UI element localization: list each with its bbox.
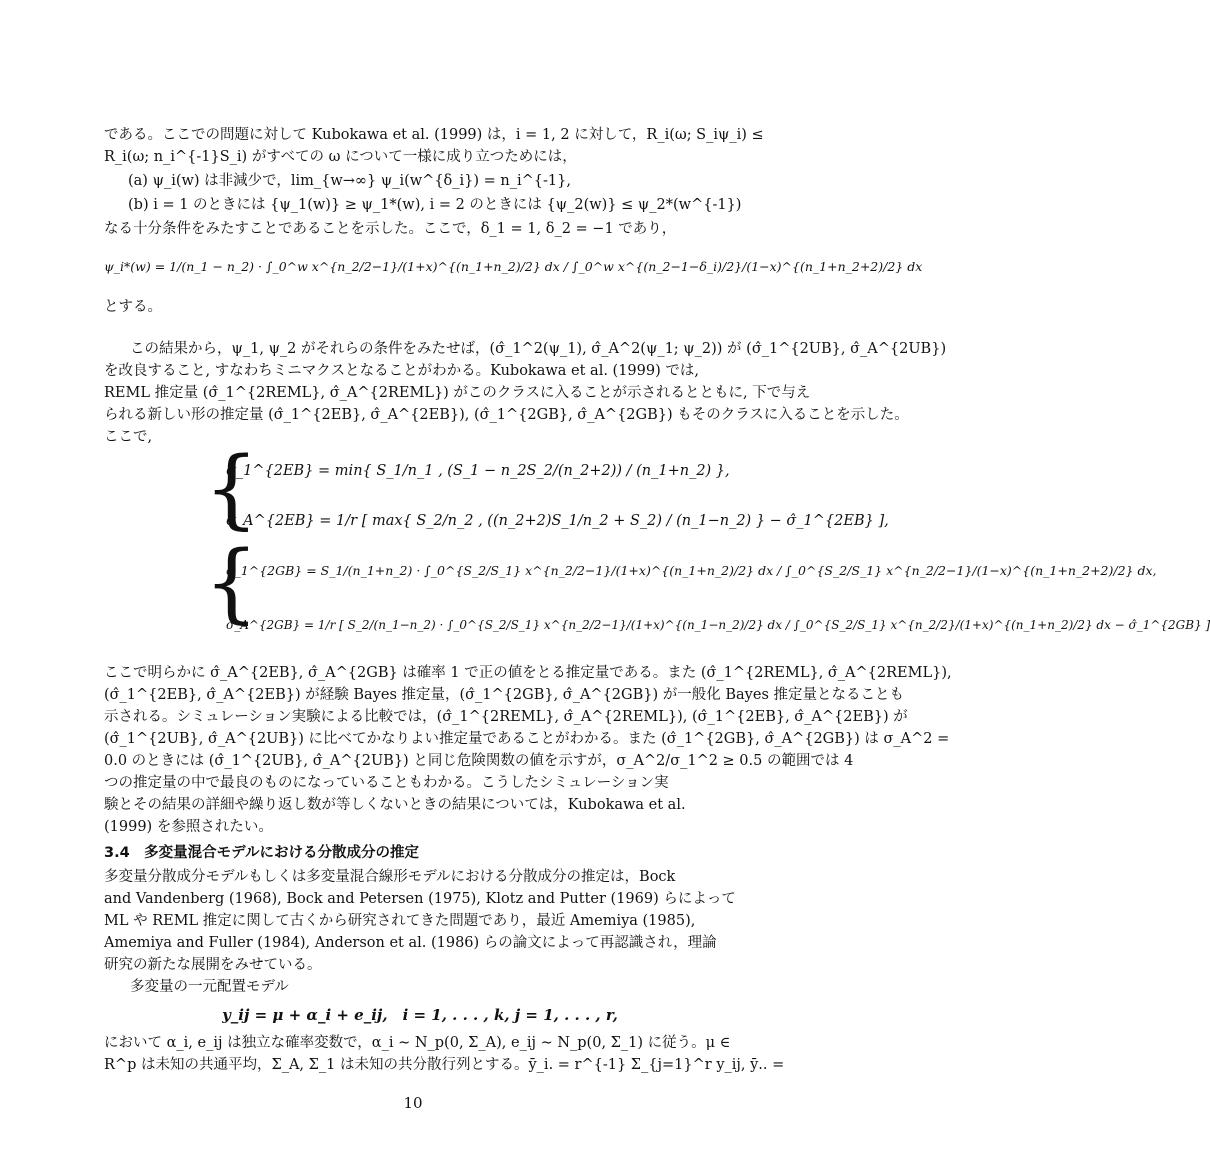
- equation-sigma1-eb: σ̂_1^{2EB} = min{ S_1/n_1 , (S_1 − n_2S_2/(n_2+2)) / (n_1+n_2) },: [226, 463, 730, 479]
- equation-sigma1-gb: σ̂_1^{2GB} = S_1/(n_1+n_2) · ∫_0^{S_2/S_1} x^{n_2/2−1}/(1+x)^{(n_1+n_2)/2} dx / ∫_0^{S_2/S_1} x^{n_2/2−1}/(1−x)^{(n_1+n_2+2)/2} dx,: [226, 563, 1157, 578]
- text-line: 験とその結果の詳細や繰り返し数が等しくないときの結果については，Kubokawa et al.: [104, 797, 686, 813]
- text-line: REML 推定量 (σ̂_1^{2REML}, σ̂_A^{2REML}) がこのクラスに入ることが示されるとともに, 下で与え: [104, 385, 811, 401]
- text-line: 多変量分散成分モデルもしくは多変量混合線形モデルにおける分散成分の推定は，Bock: [104, 869, 676, 885]
- text-line: Amemiya and Fuller (1984), Anderson et al. (1986) らの論文によって再認識され，理論: [104, 935, 717, 951]
- left-brace: {: [204, 439, 259, 539]
- equation-sigmaA-gb: σ̂_A^{2GB} = 1/r [ S_2/(n_1−n_2) · ∫_0^{S_2/S_1} x^{n_2/2−1}/(1+x)^{(n_1−n_2)/2} dx / ∫_0^{S_2/S_1} x^{n_2/2}/(1+x)^{(n_1+n_2)/2} dx − σ̂_1^{2GB} ]: [226, 618, 1210, 632]
- text-line: ML や REML 推定に関して古くから研究されてきた問題であり，最近 Amemiya (1985),: [104, 913, 696, 929]
- text-line: つの推定量の中で最良のものになっていることもわかる。こうしたシミュレーション実: [104, 775, 669, 791]
- text-line: 研究の新たな展開をみせている。: [104, 957, 322, 973]
- text-line: (σ̂_1^{2EB}, σ̂_A^{2EB}) が経験 Bayes 推定量，(σ̂_1^{2GB}, σ̂_A^{2GB}) が一般化 Bayes 推定量となることも: [104, 687, 904, 703]
- text-line: (σ̂_1^{2UB}, σ̂_A^{2UB}) に比べてかなりよい推定量であることがわかる。また (σ̂_1^{2GB}, σ̂_A^{2GB}) は σ_A^2 =: [104, 731, 950, 747]
- text-line: である。ここでの問題に対して Kubokawa et al. (1999) は，i = 1, 2 に対して，R_i(ω; S_iψ_i) ≤: [104, 127, 764, 143]
- text-line: and Vandenberg (1968), Bock and Petersen (1975), Klotz and Putter (1969) らによって: [104, 891, 736, 907]
- text-line: られる新しい形の推定量 (σ̂_1^{2EB}, σ̂_A^{2EB}), (σ̂_1^{2GB}, σ̂_A^{2GB}) もそのクラスに入ることを示した。: [104, 407, 909, 423]
- text-line: 0.0 のときには (σ̂_1^{2UB}, σ̂_A^{2UB}) と同じ危険関数の値を示すが，σ_A^2/σ_1^2 ≥ 0.5 の範囲では 4: [104, 753, 854, 769]
- text-line: 示される。シミュレーション実験による比較では，(σ̂_1^{2REML}, σ̂_A^{2REML}), (σ̂_1^{2EB}, σ̂_A^{2EB}) が: [104, 709, 908, 725]
- text-line: (1999) を参照されたい。: [104, 819, 273, 835]
- equation-model: y_ij = μ + α_i + e_ij, i = 1, . . . , k, j = 1, . . . , r,: [222, 1006, 618, 1024]
- condition-b: (b) i = 1 のときには {ψ_1(w)} ≥ ψ_1*(w), i = 2 のときには {ψ_2(w)} ≤ ψ_2*(w^{-1}): [128, 197, 742, 213]
- text-line: なる十分条件をみたすことであることを示した。ここで，δ_1 = 1, δ_2 = −1 であり，: [104, 221, 677, 237]
- text-line: において α_i, e_ij は独立な確率変数で，α_i ∼ N_p(0, Σ_A), e_ij ∼ N_p(0, Σ_1) に従う。μ ∈: [104, 1035, 731, 1051]
- left-brace: {: [204, 533, 259, 633]
- text-line: ここで明らかに σ̂_A^{2EB}, σ̂_A^{2GB} は確率 1 で正の値をとる推定量である。また (σ̂_1^{2REML}, σ̂_A^{2REML}),: [104, 665, 952, 681]
- text-line: とする。: [104, 299, 162, 315]
- text-line: R^p は未知の共通平均，Σ_A, Σ_1 は未知の共分散行列とする。ȳ_i. = r^{-1} Σ_{j=1}^r y_ij, ȳ.. =: [104, 1057, 785, 1073]
- text-line: 多変量の一元配置モデル: [130, 979, 289, 995]
- text-line: を改良すること, すなわちミニマクスとなることがわかる。Kubokawa et al. (1999) では,: [104, 363, 699, 379]
- text-line: この結果から，ψ_1, ψ_2 がそれらの条件をみたせば，(σ̂_1^2(ψ_1), σ̂_A^2(ψ_1; ψ_2)) が (σ̂_1^{2UB}, σ̂_A^{2UB}): [130, 341, 947, 357]
- condition-a: (a) ψ_i(w) は非減少で，lim_{w→∞} ψ_i(w^{δ_i}) = n_i^{-1},: [128, 173, 571, 189]
- text-line: ここで,: [104, 429, 153, 445]
- section-heading: 3.4 多変量混合モデルにおける分散成分の推定: [104, 845, 419, 861]
- equation-psi-star: ψ_i*(w) = 1/(n_1 − n_2) · ∫_0^w x^{n_2/2−1}/(1+x)^{(n_1+n_2)/2} dx / ∫_0^w x^{(n_2−1−δ_i)/2}/(1−x)^{(n_1+n_2+2)/2} dx: [104, 259, 923, 274]
- page-number: 10: [403, 1094, 423, 1112]
- text-line: R_i(ω; n_i^{-1}S_i) がすべての ω について一様に成り立つためには，: [104, 149, 577, 165]
- equation-sigmaA-eb: σ̂_A^{2EB} = 1/r [ max{ S_2/n_2 , ((n_2+2)S_1/n_2 + S_2) / (n_1−n_2) } − σ̂_1^{2EB} ],: [226, 513, 889, 529]
